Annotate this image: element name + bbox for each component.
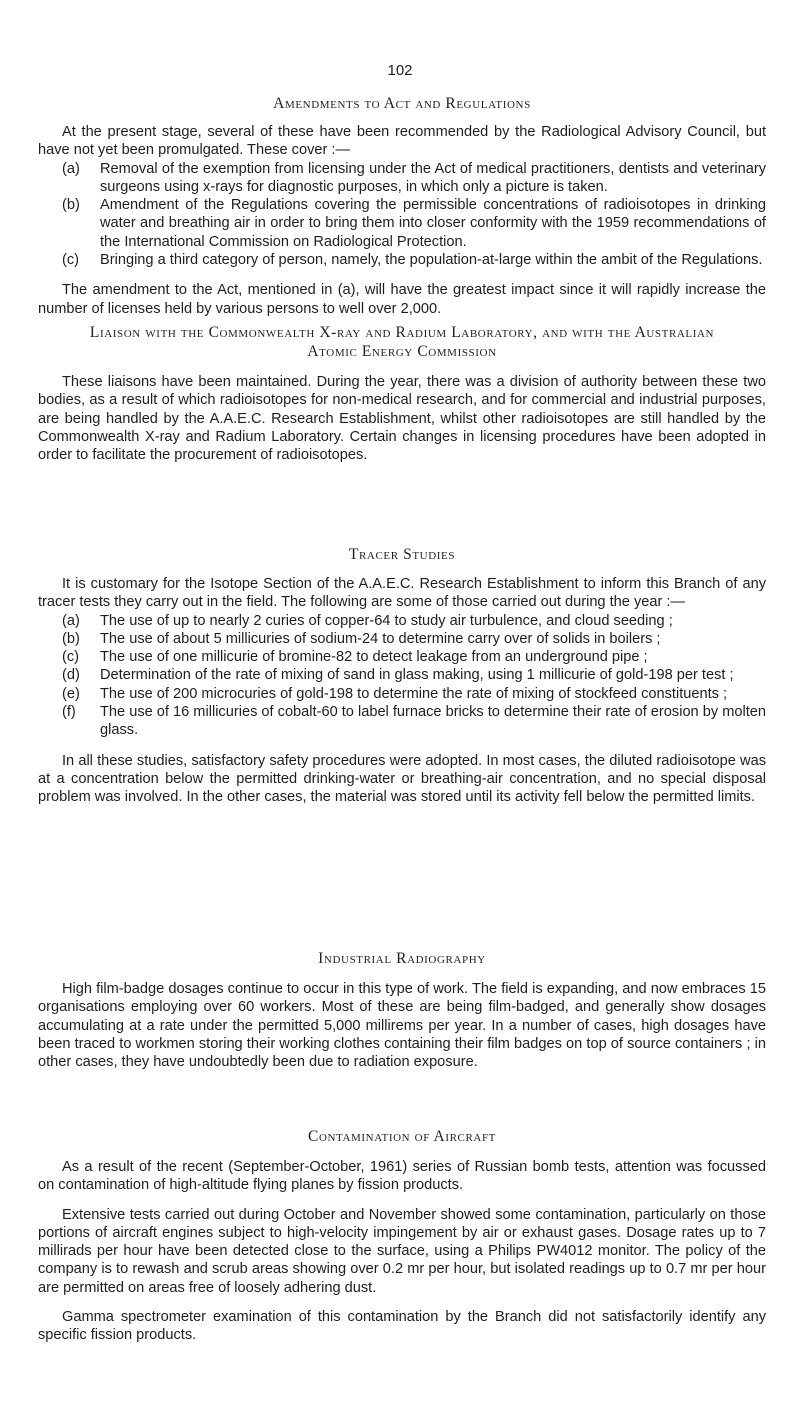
- paragraph: High film-badge dosages continue to occur in this type of work. The field is expanding, and now embraces 15 organisations employing over 60 workers. Most of these are being film-badged, and generally show dosages accumulating at a rate under the permitted 5,000 millirems per year. In a number of cases, high dosages have been traced to workmen storing their working clothes containing their film badges on top of source containers ; in other cases, they have undoubtedly been due to radiation exposure.: [38, 981, 766, 1071]
- list-item: (c) Bringing a third category of person, namely, the population-at-large within the ambit of the Regulations.: [62, 252, 763, 269]
- section-heading-line2: Atomic Energy Commission: [307, 343, 497, 360]
- paragraph: Extensive tests carried out during October and November showed some contamination, particularly on those portions of aircraft engines subject to high-velocity impingement by air or exhaust gases. Dosage rates up to 7 millirads per hour have been detected close to the surface, using a Philips PW4012 monitor. The policy of the company is to rewash and scrub areas showing over 0.2 mr per hour, but isolated readings up to 0.7 mr per hour are permitted on areas free of loosely adhering dust.: [38, 1206, 766, 1296]
- list-item: (e) The use of 200 microcuries of gold-198 to determine the rate of mixing of stockfeed constituents ;: [62, 685, 728, 702]
- paragraph: The amendment to the Act, mentioned in (a), will have the greatest impact since it will rapidly increase the number of licenses held by various persons to well over 2,000.: [38, 282, 766, 317]
- page-number: 102: [387, 62, 413, 79]
- paragraph: Gamma spectrometer examination of this contamination by the Branch did not satisfactorily identify any specific fission products.: [38, 1309, 766, 1344]
- amendment-list: [38, 160, 766, 270]
- list-item: (d) Determination of the rate of mixing of sand in glass making, using 1 millicurie of gold-198 per test ;: [62, 667, 734, 684]
- section-liaison: [38, 323, 766, 464]
- paragraph: At the present stage, several of these have been recommended by the Radiological Advisory Council, but have not yet been promulgated. These cover :—: [38, 124, 766, 159]
- list-item: (a) The use of up to nearly 2 curies of copper-64 to study air turbulence, and cloud seeding ;: [62, 612, 673, 629]
- paragraph: It is customary for the Isotope Section of the A.A.E.C. Research Establishment to inform this Branch of any tracer tests they carry out in the field. The following are some of those carried out during the year :—: [38, 576, 766, 611]
- paragraph: These liaisons have been maintained. During the year, there was a division of authority between these two bodies, as a result of which radioisotopes for non-medical research, and for commercial and industrial purposes, are being handled by the A.A.E.C. Research Establishment, whilst other radioisotopes are still handled by the Commonwealth X-ray and Radium Laboratory. Certain changes in licensing procedures have been adopted in order to facilitate the procurement of radioisotopes.: [38, 374, 766, 464]
- paragraph: In all these studies, satisfactory safety procedures were adopted. In most cases, the diluted radioisotope was at a concentration below the permitted drinking-water or breathing-air concentration, and no special disposal problem was involved. In the other cases, the material was stored until its activity fell below the permitted limits.: [38, 752, 766, 806]
- section-amendments: [38, 94, 766, 318]
- section-tracer-studies: [38, 545, 766, 807]
- list-item: (b) Amendment of the Regulations covering the permissible concentrations of radioisotopes in drinking water and breathing air in order to bring them into closer conformity with the 1959 recommendations of the International Commission on Radiological Protection.: [62, 197, 766, 250]
- section-heading: Contamination of Aircraft: [308, 1128, 496, 1145]
- list-item: (c) The use of one millicurie of bromine-82 to detect leakage from an underground pipe ;: [62, 649, 648, 666]
- section-industrial-radiography: [38, 949, 766, 1071]
- section-contamination-of-aircraft: [38, 1127, 766, 1345]
- tracer-list: [38, 612, 766, 740]
- section-heading-line1: Liaison with the Commonwealth X-ray and Radium Laboratory, and with the Australian: [89, 324, 715, 341]
- section-heading: Tracer Studies: [348, 546, 456, 563]
- list-item: (b) The use of about 5 millicuries of sodium-24 to determine carry over of solids in boilers ;: [62, 630, 661, 647]
- paragraph: As a result of the recent (September-October, 1961) series of Russian bomb tests, attention was focussed on contamination of high-altitude flying planes by fission products.: [38, 1159, 766, 1194]
- section-heading: Amendments to Act and Regulations: [273, 95, 531, 112]
- list-item: (a) Removal of the exemption from licensing under the Act of medical practitioners, dentists and veterinary surgeons using x-rays for diagnostic purposes, in which only a picture is taken.: [62, 160, 766, 195]
- section-heading: Industrial Radiography: [318, 950, 486, 967]
- list-item: (f) The use of 16 millicuries of cobalt-60 to label furnace bricks to determine their rate of erosion by molten glass.: [62, 704, 766, 739]
